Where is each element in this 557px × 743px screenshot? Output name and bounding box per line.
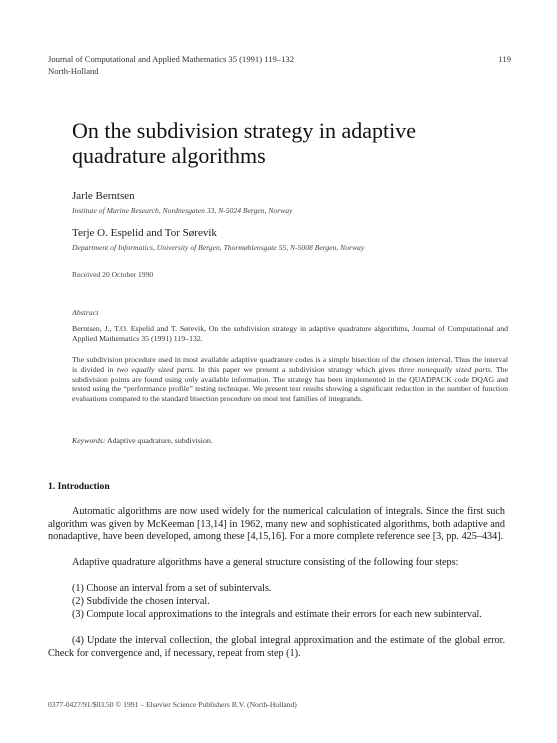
keywords-label: Keywords: [72,436,106,445]
article-title: On the subdivision strategy in adaptive quadrature algorithms [72,118,416,168]
page-number: 119 [498,54,511,64]
section-heading: 1. Introduction [48,481,110,492]
list-item: (4) Update the interval collection, the global integral approximation and the estimate of the global error. Check for convergence and, if necessary, repeat from step (1). [48,635,505,659]
author-affiliation: Department of Informatics, University of Bergen, Thormøhlensgate 55, N-5008 Bergen, Norway [72,243,365,252]
journal-header [48,54,294,77]
abstract-text-part: The subdivision procedure used in most available adaptive quadrature codes is a simple bisection of the chosen interval. Thus the interval is divided in [72,355,508,374]
abstract-citation: Berntsen, J., T.O. Espelid and T. Sørevik, On the subdivision strategy in adaptive quadrature algorithms, Journal of Computational and Applied Mathematics 35 (1991) 119–132. [72,324,508,343]
abstract-text-part: . The subdivision points are found using only available information. The strategy has been implemented in the QUADPACK code DQAG and tested using the “performance profile” testing technique. We present test results showing a significant reduction in the number of function evaluations compared to the standard bisection procedure on most test families of integrands. [72,364,508,404]
journal-citation: Journal of Computational and Applied Mathematics 35 (1991) 119–132 [48,54,294,64]
abstract-emphasis: two equally sized parts [116,364,193,374]
abstract-heading: Abstract [72,308,99,317]
received-date: Received 20 October 1990 [72,270,154,279]
copyright-footer: 0377-0427/91/$03.50 © 1991 – Elsevier Science Publishers B.V. (North-Holland) [48,700,297,709]
list-item: (3) Compute local approximations to the integrals and estimate their errors for each new subinterval. [72,609,482,620]
list-item: (1) Choose an interval from a set of subintervals. [72,583,272,594]
body-paragraph: Automatic algorithms are now used widely for the numerical calculation of integrals. Since the first such algorithm was given by McKeeman [13,14] in 1962, many new and sophisticated algorithms, both adaptive and nonadaptive, have been developed, among these [4,15,16]. For a more complete reference see [3, pp. 425–434]. [48,506,505,543]
abstract-emphasis: three nonequally sized parts [398,364,491,374]
abstract-text [72,355,508,404]
author-name: Jarle Berntsen [72,190,135,202]
author-affiliation: Institute of Marine Research, Nordnesgaten 33, N-5024 Bergen, Norway [72,206,293,215]
list-item: (2) Subdivide the chosen interval. [72,596,210,607]
author-names: Terje O. Espelid and Tor Sørevik [72,227,217,239]
keywords-list: Adaptive quadrature, subdivision. [107,436,213,445]
abstract-text-part: . In this paper we present a subdivision strategy which gives [192,364,399,374]
keywords [72,436,213,445]
body-paragraph: Adaptive quadrature algorithms have a general structure consisting of the following four steps: [72,557,459,568]
publisher-name: North-Holland [48,65,99,76]
